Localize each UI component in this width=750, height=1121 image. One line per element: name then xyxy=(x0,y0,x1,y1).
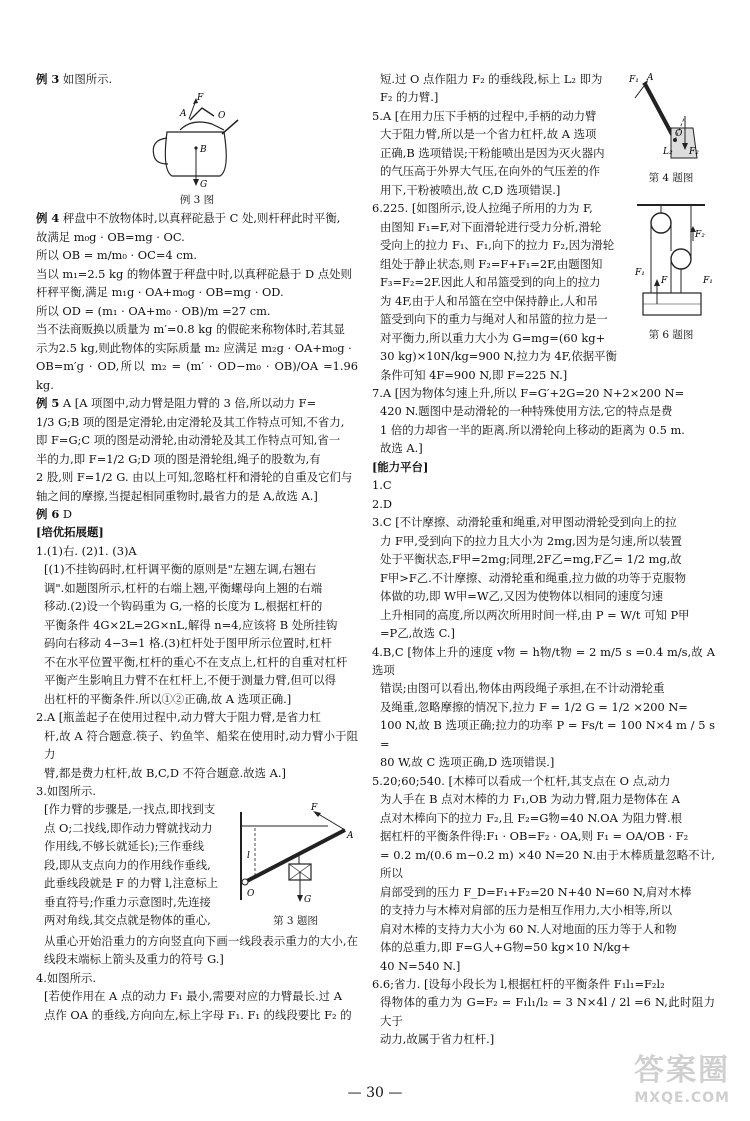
answer-1: 1.C xyxy=(372,478,392,493)
q6-line: 篮受到向下的重力与绳对人和吊篮的拉力是一 xyxy=(380,312,608,327)
q6-line: 由图知 F₁=F,对下面滑轮进行受力分析,滑轮 xyxy=(380,219,602,234)
example-4-line: 当以 m₁=2.5 kg 的物体置于秤盘中时,以真秤砣悬于 D 点处则 xyxy=(36,266,352,281)
q7-line: 1 倍的力却省一半的距离.所以滑轮向上移动的距离为 0.5 m. xyxy=(380,422,685,437)
watermark-text: 答案圈 xyxy=(634,1053,730,1088)
extinguisher-figure xyxy=(627,70,715,187)
example-4-line: 杆秤平衡,满足 m₁g · OA+m₀g · OB=mg · OD. xyxy=(36,285,284,300)
example-3 xyxy=(36,70,358,88)
q6-line: F₃=F₂=2F.因此人和吊篮受到的向上的拉力 xyxy=(380,275,601,290)
q3-line: 段,即从支点向力的作用线作垂线, xyxy=(44,857,211,872)
fig4-label-O: O xyxy=(675,129,683,139)
q5-line: 5.A [在用力压下手柄的过程中,手柄的动力臂 xyxy=(372,108,597,123)
q6-line: 6.225. [如图所示,设人拉绳子所用的力为 F, xyxy=(372,201,593,216)
fig6-label-F2: F₂ xyxy=(695,230,705,241)
a3-line: 3.C [不计摩擦、动滑轮重和绳重,对甲图动滑轮受到向上的拉 xyxy=(372,515,677,530)
example-4-line: 故满足 m₀g · OB=mg · OC. xyxy=(36,229,185,244)
example-6-heading: 例 6 xyxy=(36,506,60,521)
fig4-label-F2: F₂ xyxy=(689,147,699,157)
example-3-text: 如图所示. xyxy=(62,72,113,86)
fig6-label-F1: F₁ xyxy=(635,268,645,279)
example-4-line: 秤盘中不放物体时,以真秤砣悬于 C 处,则杆秤此时平衡, xyxy=(62,211,341,226)
fig3b-caption: 第 3 题图 xyxy=(273,914,318,927)
a5-line: 为人手在 B 点对木棒的力 F₁,OB 为动力臂,阻力是物体在 A xyxy=(380,792,680,807)
section-title-extension: [培优拓展题] xyxy=(36,525,104,540)
q6-line: 30 kg)×10N/kg=900 N,拉力为 4F,依据平衡 xyxy=(380,349,617,364)
q5-line: 正确,B 选项错误;干粉能喷出是因为灭火器内 xyxy=(380,145,605,160)
a5-line: = 0.2 m/(0.6 m−0.2 m) ×40 N=20 N.由于木棒质量忽略不计,所以 xyxy=(380,847,715,881)
fig4-label-F1: F₁ xyxy=(629,75,639,85)
example-4-line: 所以 OB = m/m₀ · OC=4 cm. xyxy=(36,248,198,263)
lever-arm-figure xyxy=(233,802,358,929)
q6-line: 对平衡力,所以重力大小为 G=mg=(60 kg+ xyxy=(380,330,606,345)
q5-line: 用下,干粉被喷出,故 C,D 选项错误.] xyxy=(380,182,561,197)
example-6 xyxy=(36,505,358,523)
example-4-line: OB=m′g · OD,所以 m₂ = (m′ · OD−m₀ · OB)/OA =1.96 kg. xyxy=(36,359,358,392)
fig4-caption: 第 4 题图 xyxy=(648,172,694,185)
watermark-logo xyxy=(610,1055,730,1107)
q1-line: [(1)不挂钩码时,杠杆调平衡的原则是"左翘左调,右翘右 xyxy=(44,562,317,577)
watermark-url: MXQE.COM xyxy=(634,1090,730,1106)
a3-line: =P乙,故选 C.] xyxy=(380,626,455,641)
q1-line: 不在水平位置平衡,杠杆的重心不在支点上,杠杆的自重对杠杆 xyxy=(44,654,348,669)
q1-line: 1.(1)右. (2)1. (3)A xyxy=(36,543,137,558)
q7-line: 故选 A.] xyxy=(380,441,423,456)
fig3a-label-A: A xyxy=(180,109,187,120)
example-4-line: 示为2.5 kg,则此物体的实际质量 m₂ 应满足 m₂g · OA+m₀g · xyxy=(36,340,352,355)
fig3a-label-O: O xyxy=(218,111,226,122)
a5-line: 点对木棒向下的拉力 F₂,且 F₂=G物=40 N.OA 为阻力臂.根 xyxy=(380,810,683,825)
q2-line: 杆,故 A 符合题意.筷子、钓鱼竿、船桨在使用时,动力臂小于阻力 xyxy=(44,728,358,762)
q5-line: 大于阻力臂,所以是一个省力杠杆,故 A 选项 xyxy=(380,127,597,142)
q7-line: 7.A [因为物体匀速上升,所以 F=G′+2G=20 N+2×200 N= xyxy=(372,385,685,400)
example-5-line: 轴之间的摩擦,当提起相同重物时,最省力的是 A,故选 A.] xyxy=(36,488,318,503)
example-4-line: 当不法商贩换以质量为 m′=0.8 kg 的假砣来称物体时,若其显 xyxy=(36,322,345,337)
a5-line: 肩部受到的压力 F_D=F₁+F₂=20 N+40 N=60 N,肩对木棒 xyxy=(380,884,692,899)
q2-line: 臂,都是费力杠杆,故 B,C,D 不符合题意.故选 A.] xyxy=(44,765,286,780)
q2-line: 2.A [瓶盖起子在使用过程中,动力臂大于阻力臂,是省力杠 xyxy=(36,710,321,725)
q6-line: 组处于静止状态,则 F₂=F+F₁=2F,由题图知 xyxy=(380,256,603,271)
q3-line: 作用线,不够长就延长);三作垂线 xyxy=(44,839,204,854)
example-5-line: A [A 项图中,动力臂是阻力臂的 3 倍,所以动力 F= xyxy=(62,396,317,411)
a3-line: 上升相同的高度,所以两次所用时间一样,由 P = W/t 可知 P甲 xyxy=(380,607,690,622)
example-4-heading: 例 4 xyxy=(36,211,60,226)
a5-line: 的支持力与木棒对肩部的压力是相互作用力,大小相等,所以 xyxy=(380,903,673,918)
a5-line: 肩对木棒的支持力大小为 60 N.人对地面的压力等于人和物 xyxy=(380,921,677,936)
q3-heading: 3.如图所示. xyxy=(36,784,97,798)
example-5-line: 即 F=G;C 项的图是动滑轮,由动滑轮及其工作特点可知,省一 xyxy=(36,433,341,448)
a5-line: 5.20;60;540. [木棒可以看成一个杠杆,其支点在 O 点,动力 xyxy=(372,773,671,788)
example-4-line: 所以 OD = (m₁ · OA+m₀ · OB)/m =27 cm. xyxy=(36,303,271,318)
fig3a-caption: 例 3 图 xyxy=(179,194,215,207)
q1-line: 平衡条件 4G×2L=2G×nL,解得 n=4,应该将 B 处所挂钩 xyxy=(44,617,338,632)
fig6-label-F1b: F₁ xyxy=(703,276,713,287)
fig4-label-A: A xyxy=(647,73,654,83)
q4-heading: 4.如图所示. xyxy=(36,970,97,985)
fig3a-label-F: F xyxy=(197,93,204,104)
pulley-basket-figure xyxy=(627,201,715,343)
page-number: — 30 — xyxy=(347,1085,403,1101)
q4-continued-line: 短.过 O 点作阻力 F₂ 的垂线段,标上 L₂ 即为 xyxy=(380,72,603,86)
fig4-label-L2: L₂ xyxy=(663,147,673,157)
a4-line: 错误;由图可以看出,物体由两段绳子承担,在不计动滑轮重 xyxy=(380,681,665,696)
a5-line: 体的总重力,即 F=G人+G物=50 kg×10 N/kg+ xyxy=(380,940,631,955)
q1-line: 移动.(2)设一个钩码重为 G,一格的长度为 L,根据杠杆的 xyxy=(44,599,323,614)
q1-line: 平衡产生影响且力臂不在杠杆上,不便于测量力臂,但可以得 xyxy=(44,673,337,688)
example-3-heading: 例 3 xyxy=(36,72,60,86)
fig3b-label-A: A xyxy=(347,831,354,842)
a3-line: 体做的功,即 W甲=W乙,又因为使物体以相同的速度匀速 xyxy=(380,589,664,604)
q6-line: 受向上的拉力 F₁、F₁,向下的拉力 F₂,因为滑轮 xyxy=(380,238,615,253)
q3-line: 点 O;二找线,即作动力臂就找动力 xyxy=(44,820,213,835)
q4-line: 点作 OA 的垂线,方向向左,标上字母 F₁. F₁ 的线段要比 F₂ 的 xyxy=(44,1007,352,1022)
example-6-answer: D xyxy=(62,506,73,521)
q4-continued-line: F₂ 的力臂.] xyxy=(380,90,439,105)
a4-line: 80 W,故 C 选项正确,D 选项错误.] xyxy=(380,755,555,770)
example-5-line: 2 股,则 F=1/2 G. 由以上可知,忽略杠杆和滑轮的自重及它们与 xyxy=(36,470,353,485)
q3-line: 两对角线,其交点就是物体的重心, xyxy=(44,913,211,928)
fig3a-label-G: G xyxy=(200,180,208,191)
a5-line: 据杠杆的平衡条件得:F₁ · OB=F₂ · OA,则 F₁ = OA/OB · F₂ xyxy=(380,829,689,844)
section-title-ability: [能力平台] xyxy=(372,459,429,474)
fig3b-label-l: l xyxy=(247,851,250,862)
q1-line: 调".如题图所示,杠杆的右端上翘,平衡螺母向上翘的右端 xyxy=(44,580,323,595)
q4-line: [若使作用在 A 点的动力 F₁ 最小,需要对应的力臂最长.过 A xyxy=(44,989,342,1004)
q3-line: [作力臂的步骤是,一找点,即找到支 xyxy=(44,802,216,817)
fig6-label-F: F xyxy=(661,276,668,287)
a3-line: 力 F甲,受到向下的拉力且大小为 2mg,因为是匀速,所以装置 xyxy=(380,533,682,548)
fig6-caption: 第 6 题图 xyxy=(648,328,694,341)
fig3b-label-O: O xyxy=(247,889,255,900)
a5-line: 40 N=540 N.] xyxy=(380,958,461,973)
right-column xyxy=(372,70,715,1049)
a6-line: 得物体的重力为 G=F₂ = F₁l₁/l₂ = 3 N×4l / 2l =6 N,此时阻力大于 xyxy=(380,995,715,1028)
example-4 xyxy=(36,209,358,227)
fig3b-label-G: G xyxy=(304,895,312,906)
answer-2: 2.D xyxy=(372,496,393,511)
q6-line: 为 4F,由于人和吊篮在空中保持静止,人和吊 xyxy=(380,293,598,308)
a3-line: F甲>F乙.不计摩擦、动滑轮重和绳重,拉力做的功等于克服物 xyxy=(380,570,686,585)
fig3a-label-B: B xyxy=(200,145,207,156)
a4-line: 100 N,故 B 选项正确;拉力的功率 P = Fs/t = 100 N×4 m / 5 s = xyxy=(380,718,715,751)
q5-line: 的气压高于外界大气压,在向外的气压差的作 xyxy=(380,164,601,179)
q3-line: 垂直符号;作重力示意图时,先连接 xyxy=(44,894,211,909)
q3-line: 此垂线段就是 F 的力臂 l,注意标上 xyxy=(44,876,219,891)
example-5-line: 半的力,即 F=1/2 G;D 项的图是滑轮组,绳子的股数为,有 xyxy=(36,451,321,466)
a4-line: 4.B,C [物体上升的速度 v物 = h物/t物 = 2 m/5 s =0.4 m/s,故 A 选项 xyxy=(372,644,715,677)
q1-line: 出杠杆的平衡条件.所以①②正确,故 A 选项正确.] xyxy=(44,691,292,706)
a6-line: 动力,故属于省力杠杆.] xyxy=(380,1032,495,1047)
kettle-lever-figure xyxy=(142,90,252,190)
q7-line: 420 N.题图中是动滑轮的一种特殊使用方法,它的特点是费 xyxy=(380,404,673,419)
example-5 xyxy=(36,394,358,412)
q6-line: 条件可知 4F=900 N,即 F=225 N.] xyxy=(380,367,568,382)
a3-line: 处于平衡状态,F甲=2mg;同理,2F乙=mg,F乙= 1/2 mg,故 xyxy=(380,552,682,567)
example-5-heading: 例 5 xyxy=(36,396,60,411)
q1-line: 码向右移动 4−3=1 格.(3)杠杆处于图甲所示位置时,杠杆 xyxy=(44,636,332,651)
left-column xyxy=(36,70,358,1024)
fig3b-label-F: F xyxy=(311,803,318,814)
a4-line: 及绳重,忽略摩擦的情况下,拉力 F = 1/2 G = 1/2 ×200 N= xyxy=(380,699,688,714)
example-5-line: 1/3 G;B 项的图是定滑轮,由定滑轮及其工作特点可知,不省力, xyxy=(36,414,345,429)
q3-tail: 从重心开始沿重力的方向竖直向下画一线段表示重力的大小,在线段末端标上箭头及重力的符号 G.] xyxy=(44,933,358,967)
a6-line: 6.6;省力. [设每小段长为 l,根据杠杆的平衡条件 F₁l₁=F₂l₂ xyxy=(372,976,665,991)
